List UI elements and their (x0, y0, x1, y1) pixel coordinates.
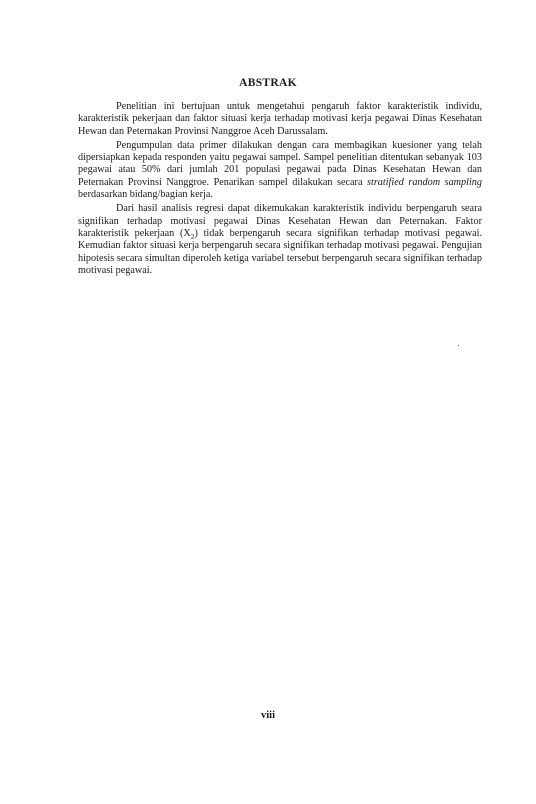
results-text-after: ) tidak berpengaruh secara signifikan terhadap motivasi pegawai. Kemudian faktor situasi kerja berpengaruh secara signifikan terhadap motivasi pegawai. Pengujian hipotesis secara simultan diperoleh ketiga variabel tersebut berpengaruh secara signifikan terhadap motivasi pegawai. (78, 227, 482, 276)
sampling-method-term: stratified random sampling (367, 176, 482, 188)
abstract-body (78, 101, 482, 277)
method-text-before: Pengumpulan data primer dilakukan dengan cara membagikan kuesioner yang telah dipersiapkan kepada responden yaitu pegawai sampel. Sampel penelitian ditentukan sebanyak 103 pegawai atau 50% dari jumlah 201 populasi pegawai pada Dinas Kesehatan Hewan dan Peternakan Provinsi Nanggroe. Penarikan sampel dilakukan secara (78, 139, 482, 188)
paragraph-results (78, 203, 482, 277)
method-text-after: berdasarkan bidang/bagian kerja. (78, 189, 213, 201)
variable-subscript: 2 (190, 232, 195, 241)
scan-speck (458, 345, 459, 346)
page-number: viii (260, 710, 275, 721)
paragraph-method (78, 140, 482, 201)
abstract-title: ABSTRAK (239, 77, 297, 89)
paragraph-purpose: Penelitian ini bertujuan untuk mengetahui pengaruh faktor karakteristik individu, karakteristik pekerjaan dan faktor situasi kerja terhadap motivasi kerja pegawai Dinas Kesehatan Hewan dan Peternakan Provinsi Nanggroe Aceh Darussalam. (78, 101, 482, 137)
results-text-before: Dari hasil analisis regresi dapat dikemukakan karakteristik individu berpengaruh seara signifikan terhadap motivasi pegawai Dinas Kesehatan Hewan dan Peternakan. Faktor karakteristik pekerjaan (X (78, 203, 482, 239)
